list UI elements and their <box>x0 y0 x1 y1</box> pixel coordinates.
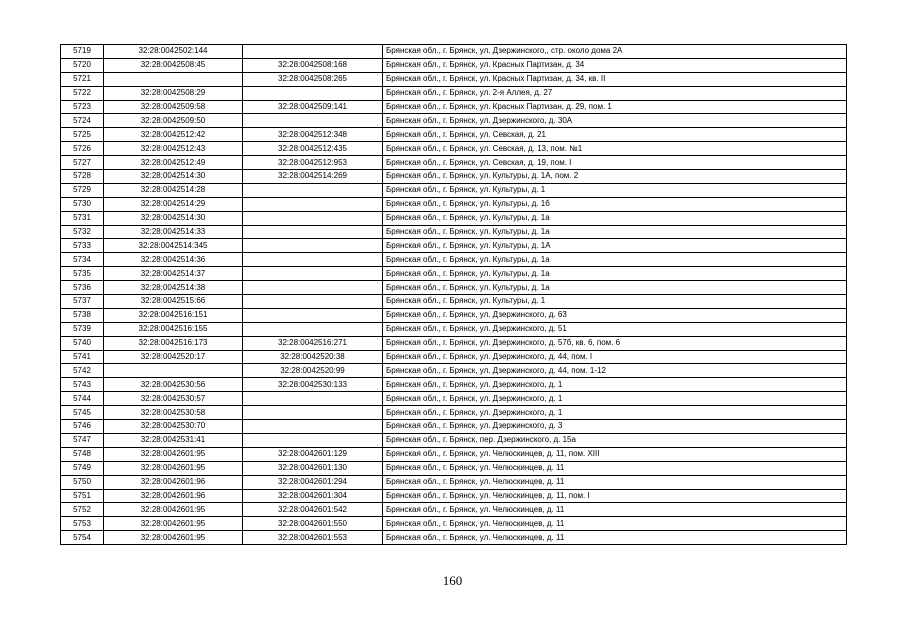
row-number-cell: 5735 <box>61 267 104 281</box>
row-number-cell: 5733 <box>61 239 104 253</box>
cadastral-number-cell <box>104 72 243 86</box>
row-number-cell: 5738 <box>61 308 104 322</box>
address-cell: Брянская обл., г. Брянск, ул. Красных Партизан, д. 34 <box>383 58 847 72</box>
address-cell: Брянская обл., г. Брянск, ул. Культуры, д. 1А, пом. 2 <box>383 170 847 184</box>
row-number-cell: 5737 <box>61 295 104 309</box>
address-cell: Брянская обл., г. Брянск, ул. Культуры, д. 1А <box>383 239 847 253</box>
row-number-cell: 5725 <box>61 128 104 142</box>
table-row <box>61 322 847 336</box>
cadastral-number-cell: 32:28:0042512:43 <box>104 142 243 156</box>
cadastral-number-cell: 32:28:0042516:155 <box>104 322 243 336</box>
object-cadastral-number-cell <box>243 281 383 295</box>
address-cell: Брянская обл., г. Брянск, ул. Дзержинского, д. 63 <box>383 308 847 322</box>
table-row <box>61 58 847 72</box>
object-cadastral-number-cell <box>243 308 383 322</box>
cadastral-number-cell: 32:28:0042514:28 <box>104 183 243 197</box>
table-row <box>61 364 847 378</box>
address-cell: Брянская обл., г. Брянск, ул. Культуры, д. 1а <box>383 281 847 295</box>
table-row <box>61 128 847 142</box>
cadastral-number-cell: 32:28:0042601:96 <box>104 475 243 489</box>
address-cell: Брянская обл., г. Брянск, ул. Дзержинского, д. 57б, кв. 6, пом. 6 <box>383 336 847 350</box>
address-cell: Брянская обл., г. Брянск, ул. Челюскинцев, д. 11, пом. XIII <box>383 447 847 461</box>
table-row <box>61 295 847 309</box>
cadastral-number-cell: 32:28:0042601:96 <box>104 489 243 503</box>
cadastral-number-cell: 32:28:0042514:30 <box>104 211 243 225</box>
address-cell: Брянская обл., г. Брянск, ул. Культуры, д. 1 <box>383 183 847 197</box>
row-number-cell: 5720 <box>61 58 104 72</box>
object-cadastral-number-cell <box>243 239 383 253</box>
row-number-cell: 5734 <box>61 253 104 267</box>
address-cell: Брянская обл., г. Брянск, ул. Челюскинцев, д. 11 <box>383 461 847 475</box>
address-cell: Брянская обл., г. Брянск, ул. Дзержинского, д. 3 <box>383 420 847 434</box>
row-number-cell: 5747 <box>61 433 104 447</box>
address-cell: Брянская обл., г. Брянск, ул. Дзержинского, д. 1 <box>383 406 847 420</box>
table-row <box>61 447 847 461</box>
cadastral-number-cell: 32:28:0042509:58 <box>104 100 243 114</box>
object-cadastral-number-cell: 32:28:0042508:168 <box>243 58 383 72</box>
cadastral-number-cell: 32:28:0042508:29 <box>104 86 243 100</box>
row-number-cell: 5723 <box>61 100 104 114</box>
address-cell: Брянская обл., г. Брянск, ул. Челюскинцев, д. 11 <box>383 531 847 545</box>
table-row <box>61 253 847 267</box>
object-cadastral-number-cell: 32:28:0042512:953 <box>243 156 383 170</box>
table-row <box>61 489 847 503</box>
table-row <box>61 531 847 545</box>
row-number-cell: 5742 <box>61 364 104 378</box>
object-cadastral-number-cell: 32:28:0042530:133 <box>243 378 383 392</box>
address-cell: Брянская обл., г. Брянск, ул. Дзержинского, д. 51 <box>383 322 847 336</box>
cadastral-number-cell: 32:28:0042520:17 <box>104 350 243 364</box>
cadastral-number-cell: 32:28:0042530:58 <box>104 406 243 420</box>
row-number-cell: 5726 <box>61 142 104 156</box>
object-cadastral-number-cell: 32:28:0042601:550 <box>243 517 383 531</box>
object-cadastral-number-cell <box>243 420 383 434</box>
object-cadastral-number-cell: 32:28:0042601:542 <box>243 503 383 517</box>
object-cadastral-number-cell: 32:28:0042601:304 <box>243 489 383 503</box>
cadastral-number-cell: 32:28:0042502:144 <box>104 45 243 59</box>
cadastral-number-cell: 32:28:0042601:95 <box>104 447 243 461</box>
table-row <box>61 100 847 114</box>
row-number-cell: 5750 <box>61 475 104 489</box>
cadastral-number-cell: 32:28:0042601:95 <box>104 461 243 475</box>
cadastral-number-cell: 32:28:0042516:151 <box>104 308 243 322</box>
object-cadastral-number-cell: 32:28:0042601:129 <box>243 447 383 461</box>
object-cadastral-number-cell <box>243 197 383 211</box>
address-cell: Брянская обл., г. Брянск, ул. Севская, д. 21 <box>383 128 847 142</box>
table-row <box>61 392 847 406</box>
table-row <box>61 406 847 420</box>
table-row <box>61 503 847 517</box>
table-row <box>61 197 847 211</box>
cadastral-number-cell: 32:28:0042514:30 <box>104 170 243 184</box>
row-number-cell: 5748 <box>61 447 104 461</box>
cadastral-number-cell: 32:28:0042516:173 <box>104 336 243 350</box>
object-cadastral-number-cell <box>243 211 383 225</box>
object-cadastral-number-cell <box>243 322 383 336</box>
table-row <box>61 461 847 475</box>
cadastral-number-cell: 32:28:0042514:38 <box>104 281 243 295</box>
cadastral-number-cell <box>104 364 243 378</box>
cadastral-number-cell: 32:28:0042514:345 <box>104 239 243 253</box>
table-row <box>61 420 847 434</box>
object-cadastral-number-cell: 32:28:0042512:348 <box>243 128 383 142</box>
cadastral-number-cell: 32:28:0042509:50 <box>104 114 243 128</box>
table-row <box>61 45 847 59</box>
address-cell: Брянская обл., г. Брянск, ул. Челюскинцев, д. 11 <box>383 503 847 517</box>
object-cadastral-number-cell: 32:28:0042516:271 <box>243 336 383 350</box>
object-cadastral-number-cell: 32:28:0042601:553 <box>243 531 383 545</box>
address-cell: Брянская обл., г. Брянск, пер. Дзержинского, д. 15а <box>383 433 847 447</box>
table-row <box>61 156 847 170</box>
address-cell: Брянская обл., г. Брянск, ул. Севская, д. 13, пом. №1 <box>383 142 847 156</box>
address-cell: Брянская обл., г. Брянск, ул. Дзержинского, д. 30А <box>383 114 847 128</box>
row-number-cell: 5754 <box>61 531 104 545</box>
table-row <box>61 281 847 295</box>
table-row <box>61 211 847 225</box>
table-row <box>61 433 847 447</box>
table-row <box>61 114 847 128</box>
object-cadastral-number-cell: 32:28:0042509:141 <box>243 100 383 114</box>
object-cadastral-number-cell: 32:28:0042601:294 <box>243 475 383 489</box>
object-cadastral-number-cell <box>243 86 383 100</box>
table-row <box>61 170 847 184</box>
row-number-cell: 5745 <box>61 406 104 420</box>
row-number-cell: 5730 <box>61 197 104 211</box>
address-cell: Брянская обл., г. Брянск, ул. Челюскинцев, д. 11 <box>383 517 847 531</box>
address-cell: Брянская обл., г. Брянск, ул. Культуры, д. 1б <box>383 197 847 211</box>
cadastral-number-cell: 32:28:0042514:33 <box>104 225 243 239</box>
row-number-cell: 5741 <box>61 350 104 364</box>
cadastral-number-cell: 32:28:0042512:49 <box>104 156 243 170</box>
address-cell: Брянская обл., г. Брянск, ул. Красных Партизан, д. 34, кв. II <box>383 72 847 86</box>
object-cadastral-number-cell <box>243 392 383 406</box>
table-row <box>61 378 847 392</box>
table-row <box>61 142 847 156</box>
object-cadastral-number-cell <box>243 183 383 197</box>
address-cell: Брянская обл., г. Брянск, ул. Дзержинского,, стр. около дома 2А <box>383 45 847 59</box>
cadastral-number-cell: 32:28:0042530:70 <box>104 420 243 434</box>
table-row <box>61 225 847 239</box>
row-number-cell: 5753 <box>61 517 104 531</box>
table-row <box>61 336 847 350</box>
table-row <box>61 239 847 253</box>
object-cadastral-number-cell: 32:28:0042601:130 <box>243 461 383 475</box>
cadastral-number-cell: 32:28:0042515:66 <box>104 295 243 309</box>
registry-table <box>60 44 847 545</box>
object-cadastral-number-cell: 32:28:0042508:265 <box>243 72 383 86</box>
table-row <box>61 183 847 197</box>
object-cadastral-number-cell: 32:28:0042512:435 <box>243 142 383 156</box>
table-row <box>61 475 847 489</box>
row-number-cell: 5732 <box>61 225 104 239</box>
address-cell: Брянская обл., г. Брянск, ул. Культуры, д. 1а <box>383 225 847 239</box>
object-cadastral-number-cell: 32:28:0042514:269 <box>243 170 383 184</box>
table-row <box>61 517 847 531</box>
address-cell: Брянская обл., г. Брянск, ул. Дзержинского, д. 1 <box>383 392 847 406</box>
row-number-cell: 5740 <box>61 336 104 350</box>
table-row <box>61 72 847 86</box>
cadastral-number-cell: 32:28:0042601:95 <box>104 503 243 517</box>
address-cell: Брянская обл., г. Брянск, ул. Челюскинцев, д. 11 <box>383 475 847 489</box>
address-cell: Брянская обл., г. Брянск, ул. Дзержинского, д. 44, пом. 1-12 <box>383 364 847 378</box>
row-number-cell: 5752 <box>61 503 104 517</box>
cadastral-number-cell: 32:28:0042601:95 <box>104 531 243 545</box>
cadastral-number-cell: 32:28:0042601:95 <box>104 517 243 531</box>
page-number: 160 <box>442 573 463 588</box>
row-number-cell: 5751 <box>61 489 104 503</box>
object-cadastral-number-cell <box>243 253 383 267</box>
row-number-cell: 5736 <box>61 281 104 295</box>
cadastral-number-cell: 32:28:0042514:29 <box>104 197 243 211</box>
table-row <box>61 308 847 322</box>
cadastral-number-cell: 32:28:0042508:45 <box>104 58 243 72</box>
cadastral-number-cell: 32:28:0042530:56 <box>104 378 243 392</box>
row-number-cell: 5729 <box>61 183 104 197</box>
cadastral-number-cell: 32:28:0042530:57 <box>104 392 243 406</box>
row-number-cell: 5739 <box>61 322 104 336</box>
row-number-cell: 5722 <box>61 86 104 100</box>
address-cell: Брянская обл., г. Брянск, ул. Культуры, д. 1а <box>383 253 847 267</box>
cadastral-number-cell: 32:28:0042512:42 <box>104 128 243 142</box>
address-cell: Брянская обл., г. Брянск, ул. Дзержинского, д. 44, пом. I <box>383 350 847 364</box>
address-cell: Брянская обл., г. Брянск, ул. Дзержинского, д. 1 <box>383 378 847 392</box>
row-number-cell: 5749 <box>61 461 104 475</box>
row-number-cell: 5719 <box>61 45 104 59</box>
row-number-cell: 5721 <box>61 72 104 86</box>
object-cadastral-number-cell <box>243 45 383 59</box>
object-cadastral-number-cell: 32:28:0042520:38 <box>243 350 383 364</box>
cadastral-number-cell: 32:28:0042514:37 <box>104 267 243 281</box>
cadastral-number-cell: 32:28:0042514:36 <box>104 253 243 267</box>
address-cell: Брянская обл., г. Брянск, ул. Культуры, д. 1а <box>383 211 847 225</box>
table-row <box>61 267 847 281</box>
address-cell: Брянская обл., г. Брянск, ул. Красных Партизан, д. 29, пом. 1 <box>383 100 847 114</box>
row-number-cell: 5727 <box>61 156 104 170</box>
row-number-cell: 5744 <box>61 392 104 406</box>
row-number-cell: 5743 <box>61 378 104 392</box>
cadastral-number-cell: 32:28:0042531:41 <box>104 433 243 447</box>
object-cadastral-number-cell <box>243 225 383 239</box>
row-number-cell: 5728 <box>61 170 104 184</box>
address-cell: Брянская обл., г. Брянск, ул. Культуры, д. 1а <box>383 267 847 281</box>
row-number-cell: 5731 <box>61 211 104 225</box>
object-cadastral-number-cell <box>243 114 383 128</box>
object-cadastral-number-cell <box>243 295 383 309</box>
address-cell: Брянская обл., г. Брянск, ул. Севская, д. 19, пом. I <box>383 156 847 170</box>
row-number-cell: 5746 <box>61 420 104 434</box>
table-row <box>61 350 847 364</box>
object-cadastral-number-cell: 32:28:0042520:99 <box>243 364 383 378</box>
object-cadastral-number-cell <box>243 267 383 281</box>
row-number-cell: 5724 <box>61 114 104 128</box>
object-cadastral-number-cell <box>243 433 383 447</box>
address-cell: Брянская обл., г. Брянск, ул. 2-я Аллея, д. 27 <box>383 86 847 100</box>
address-cell: Брянская обл., г. Брянск, ул. Культуры, д. 1 <box>383 295 847 309</box>
address-cell: Брянская обл., г. Брянск, ул. Челюскинцев, д. 11, пом. I <box>383 489 847 503</box>
table-row <box>61 86 847 100</box>
registry-table-body <box>61 45 847 545</box>
object-cadastral-number-cell <box>243 406 383 420</box>
